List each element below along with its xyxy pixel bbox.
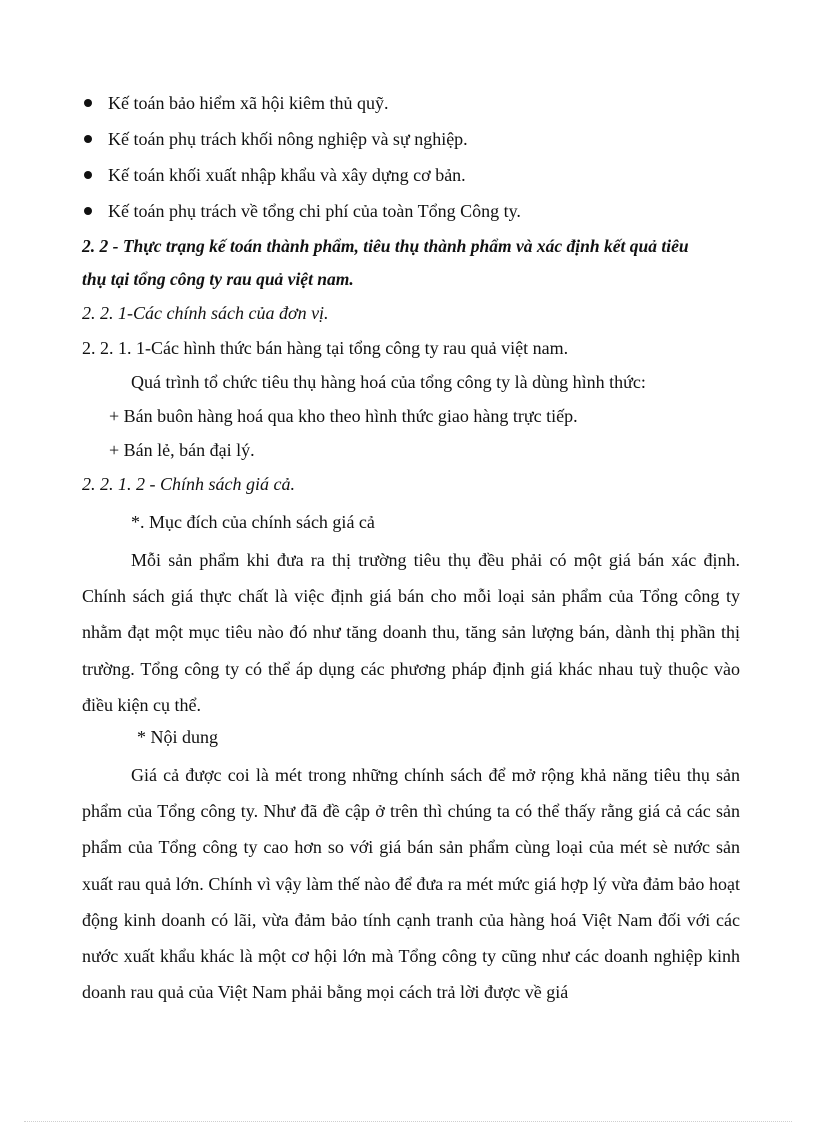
bullet-text: Kế toán phụ trách khối nông nghiệp và sự nghiệp. [108,129,468,149]
content-heading: * Nội dung [137,727,218,747]
bullet-icon [84,135,92,143]
section-heading-line-2: thụ tại tổng công ty rau quả việt nam. [82,269,354,289]
subsection-heading-2-2-1-1: 2. 2. 1. 1-Các hình thức bán hàng tại tổng công ty rau quả việt nam. [82,338,569,358]
bullet-text: Kế toán khối xuất nhập khẩu và xây dựng cơ bản. [108,165,466,185]
purpose-paragraph: Mỗi sản phẩm khi đưa ra thị trường tiêu thụ đều phải có một giá bán xác định. Chính sách giá thực chất là việc định giá bán cho mỗi loại sản phẩm của Tổng công ty nhằm đạt một mục tiêu nào đó như tăng doanh thu, tăng sản lượng bán, dành thị phần thị trường. Tổng công ty có thể áp dụng các phương pháp định giá khác nhau tuỳ thuộc vào điều kiện cụ thể. [82,550,740,715]
content-paragraph: Giá cả được coi là mét trong những chính sách để mở rộng khả năng tiêu thụ sản phẩm của Tổng công ty. Như đã đề cập ở trên thì chúng ta có thể thấy rằng giá cả các sản phẩm của Tổng công ty cao hơn so với giá bán sản phẩm cùng loại của mét sè nước sản xuất rau quả lớn. Chính vì vậy làm thế nào để đưa ra mét mức giá hợp lý vừa đảm bảo hoạt động kinh doanh có lãi, vừa đảm bảo tính cạnh tranh của hàng hoá Việt Nam đối với các nước xuất khẩu khác là một cơ hội lớn mà Tổng công ty cũng như các doanh nghiệp kinh doanh rau quả của Việt Nam phải bằng mọi cách trả lời được về giá [82,765,740,1003]
sales-method-wholesale: + Bán buôn hàng hoá qua kho theo hình thức giao hàng trực tiếp. [109,406,578,426]
bullet-icon [84,171,92,179]
bullet-item [84,127,468,151]
bullet-item [84,91,388,115]
section-heading-line-1: 2. 2 - Thực trạng kế toán thành phẩm, tiêu thụ thành phẩm và xác định kết quả tiêu [82,236,689,256]
bullet-icon [84,207,92,215]
bullet-item [84,163,466,187]
subsection-heading-2-2-1: 2. 2. 1-Các chính sách của đơn vị. [82,303,329,323]
subsection-heading-2-2-1-2: 2. 2. 1. 2 - Chính sách giá cả. [82,474,295,494]
purpose-heading: *. Mục đích của chính sách giá cả [131,512,375,532]
bullet-text: Kế toán phụ trách về tổng chi phí của toàn Tổng Công ty. [108,201,521,221]
sales-method-retail: + Bán lẻ, bán đại lý. [109,440,255,460]
bullet-text: Kế toán bảo hiểm xã hội kiêm thủ quỹ. [108,93,389,113]
sales-intro-text: Quá trình tổ chức tiêu thụ hàng hoá của tổng công ty là dùng hình thức: [131,372,646,392]
page-bottom-divider [24,1121,792,1122]
bullet-item [84,199,521,223]
bullet-icon [84,99,92,107]
